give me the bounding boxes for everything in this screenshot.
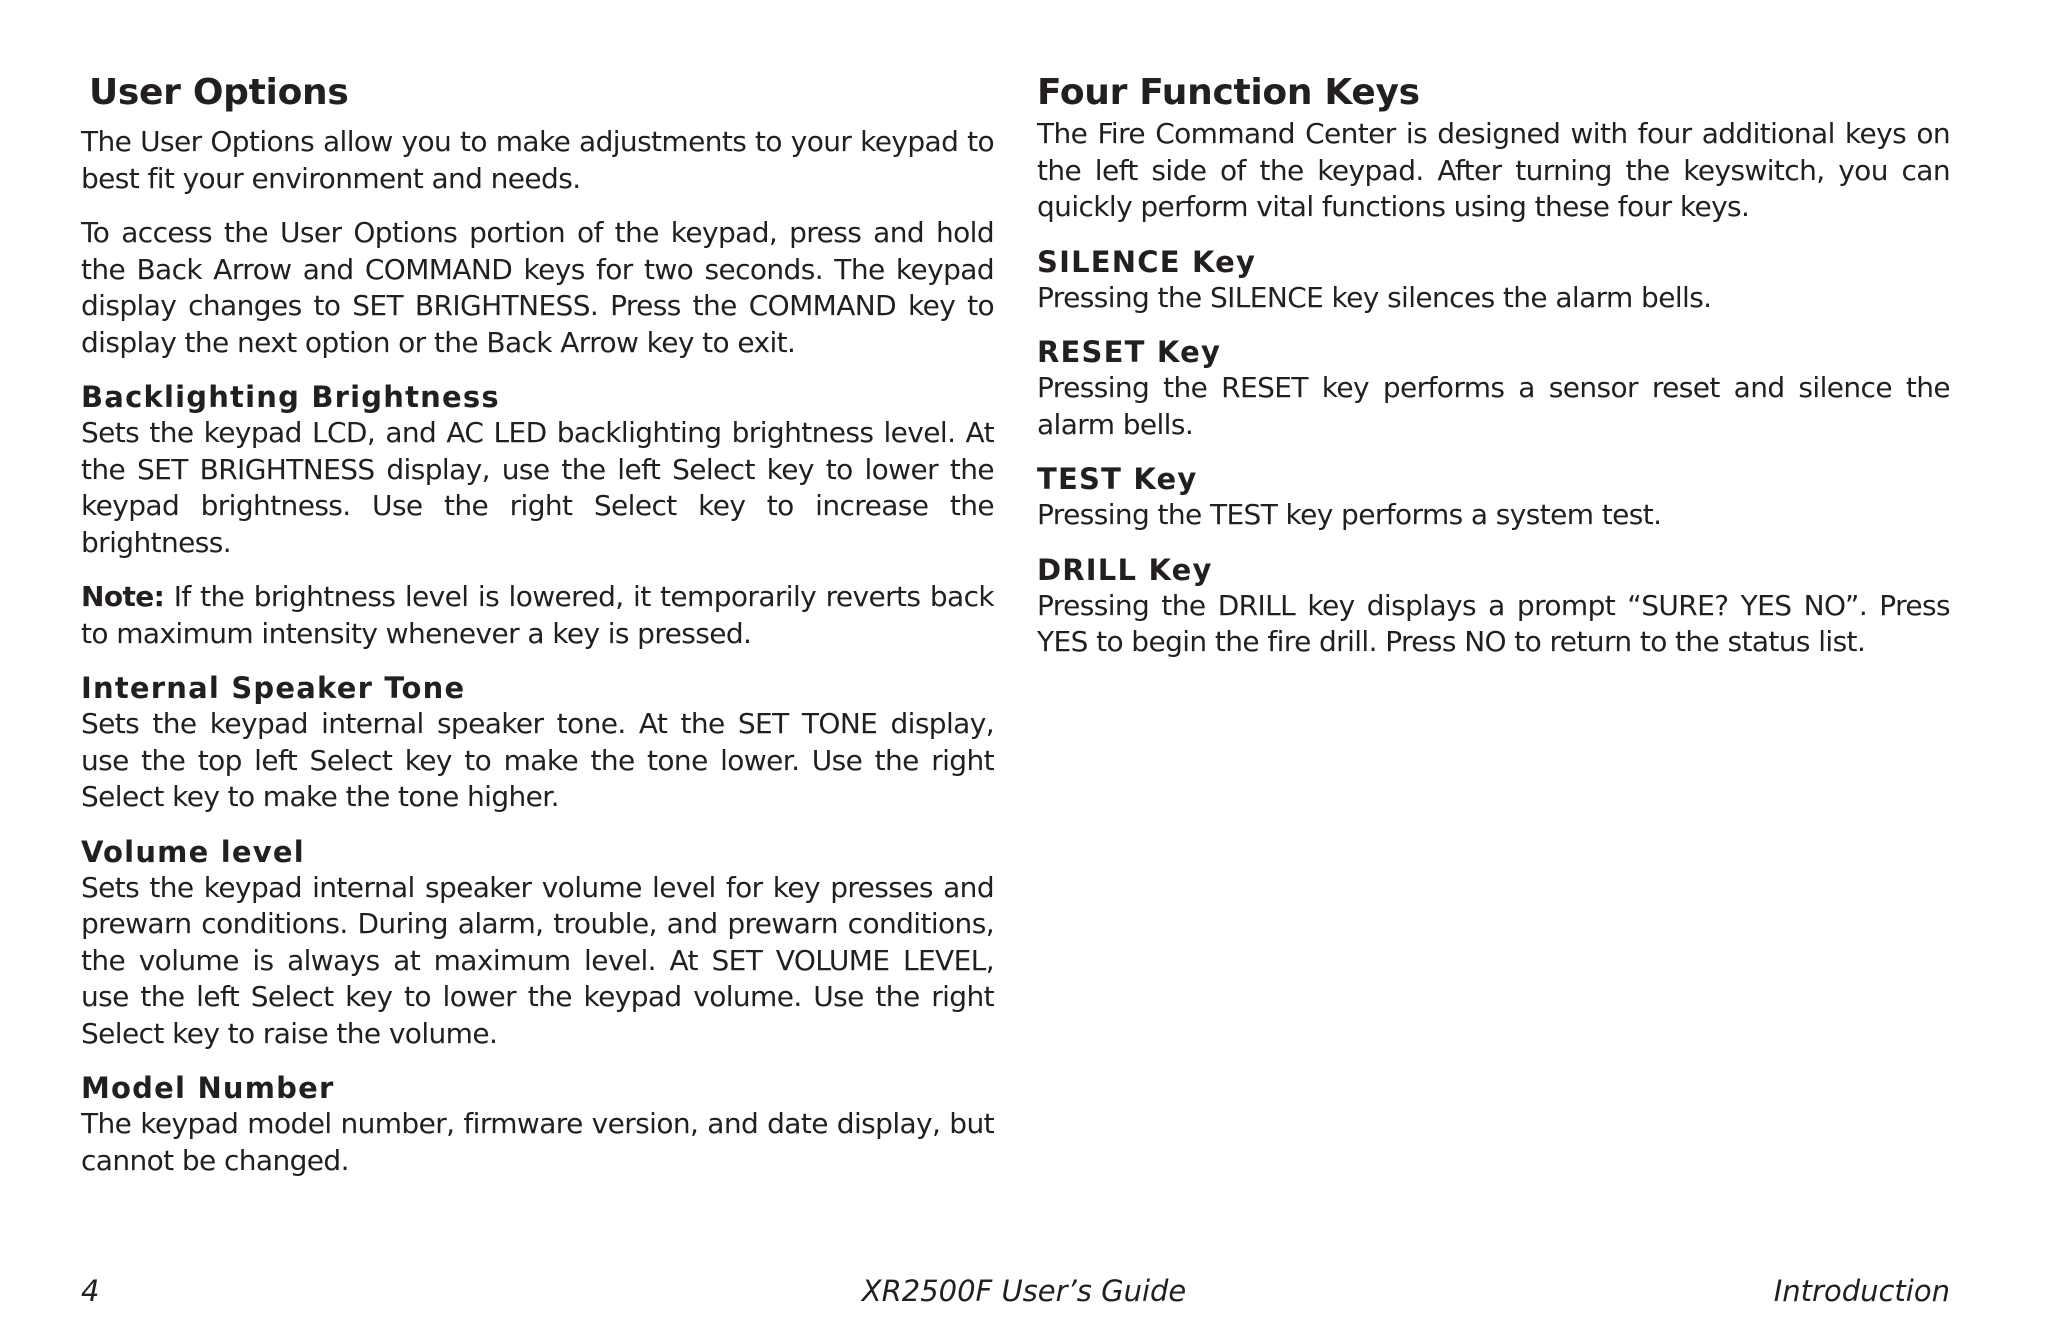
drill-key-text: Pressing the DRILL key displays a prompt “SURE? YES NO”. Press YES to begin the fire drill. Press NO to return to the status list. [1037, 588, 1950, 658]
guide-title-footer [0, 1272, 2048, 1310]
backlighting-text: Sets the keypad LCD, and AC LED backlighting brightness level. At the SET BRIGHTNESS display, use the left Select key to lower the keypad brightness. Use the right Select key to increase the brightness. [81, 416, 994, 559]
four-function-keys-intro: The Fire Command Center is designed with four additional keys on the left side of the keypad. After turning the keyswitch, you can quickly perform vital functions using these four keys. [1037, 117, 1950, 223]
section-name-footer: Introduction [1773, 1274, 1950, 1308]
reset-key-heading: RESET Key [1037, 335, 1222, 369]
model-number-heading: Model Number [81, 1071, 335, 1105]
backlighting-heading: Backlighting Brightness [81, 380, 500, 414]
test-key-section [1037, 461, 1950, 534]
speaker-tone-section [81, 670, 994, 816]
brightness-note [81, 579, 994, 652]
note-text: If the brightness level is lowered, it temporarily reverts back to maximum intensity whenever a key is pressed. [81, 580, 994, 650]
backlighting-section [81, 379, 994, 561]
page-number: 4 [81, 1274, 100, 1308]
silence-key-section [1037, 244, 1950, 317]
speaker-tone-heading: Internal Speaker Tone [81, 671, 466, 705]
user-options-intro-1: The User Options allow you to make adjustments to your keypad to best fit your environment and needs. [81, 125, 994, 195]
reset-key-section [1037, 334, 1950, 443]
model-number-section [81, 1070, 994, 1179]
test-key-heading: TEST Key [1037, 462, 1198, 496]
reset-key-text: Pressing the RESET key performs a sensor reset and silence the alarm bells. [1037, 371, 1950, 441]
silence-key-heading: SILENCE Key [1037, 244, 1257, 279]
model-number-text: The keypad model number, firmware version, and date display, but cannot be changed. [81, 1107, 994, 1177]
volume-text: Sets the keypad internal speaker volume level for key presses and prewarn conditions. During alarm, trouble, and prewarn conditions, the volume is always at maximum level. At SET VOLUME LEVEL, use the left Select key to lower the keypad volume. Use the right Select key to raise the volume. [81, 870, 994, 1050]
user-options-intro-2: To access the User Options portion of the keypad, press and hold the Back Arrow and COMMAND keys for two seconds. The keypad display changes to SET BRIGHTNESS. Press the COMMAND key to display the next option or the Back Arrow key to exit. [81, 216, 994, 359]
four-function-keys-title: Four Function Keys [1037, 72, 1420, 113]
guide-title: XR2500F User’s Guide [861, 1274, 1187, 1308]
right-column [1037, 70, 1950, 679]
volume-heading: Volume level [81, 834, 305, 869]
drill-key-heading: DRILL Key [1037, 552, 1213, 587]
speaker-tone-text: Sets the keypad internal speaker tone. At the SET TONE display, use the top left Select key to make the tone lower. Use the right Select key to make the tone higher. [81, 707, 994, 813]
left-column [81, 70, 994, 1197]
silence-key-text: Pressing the SILENCE key silences the alarm bells. [1037, 280, 1712, 314]
drill-key-section [1037, 552, 1950, 661]
note-label: Note: [81, 580, 165, 613]
test-key-text: Pressing the TEST key performs a system test. [1037, 498, 1662, 531]
volume-section [81, 834, 994, 1053]
user-options-title: User Options [89, 72, 349, 113]
